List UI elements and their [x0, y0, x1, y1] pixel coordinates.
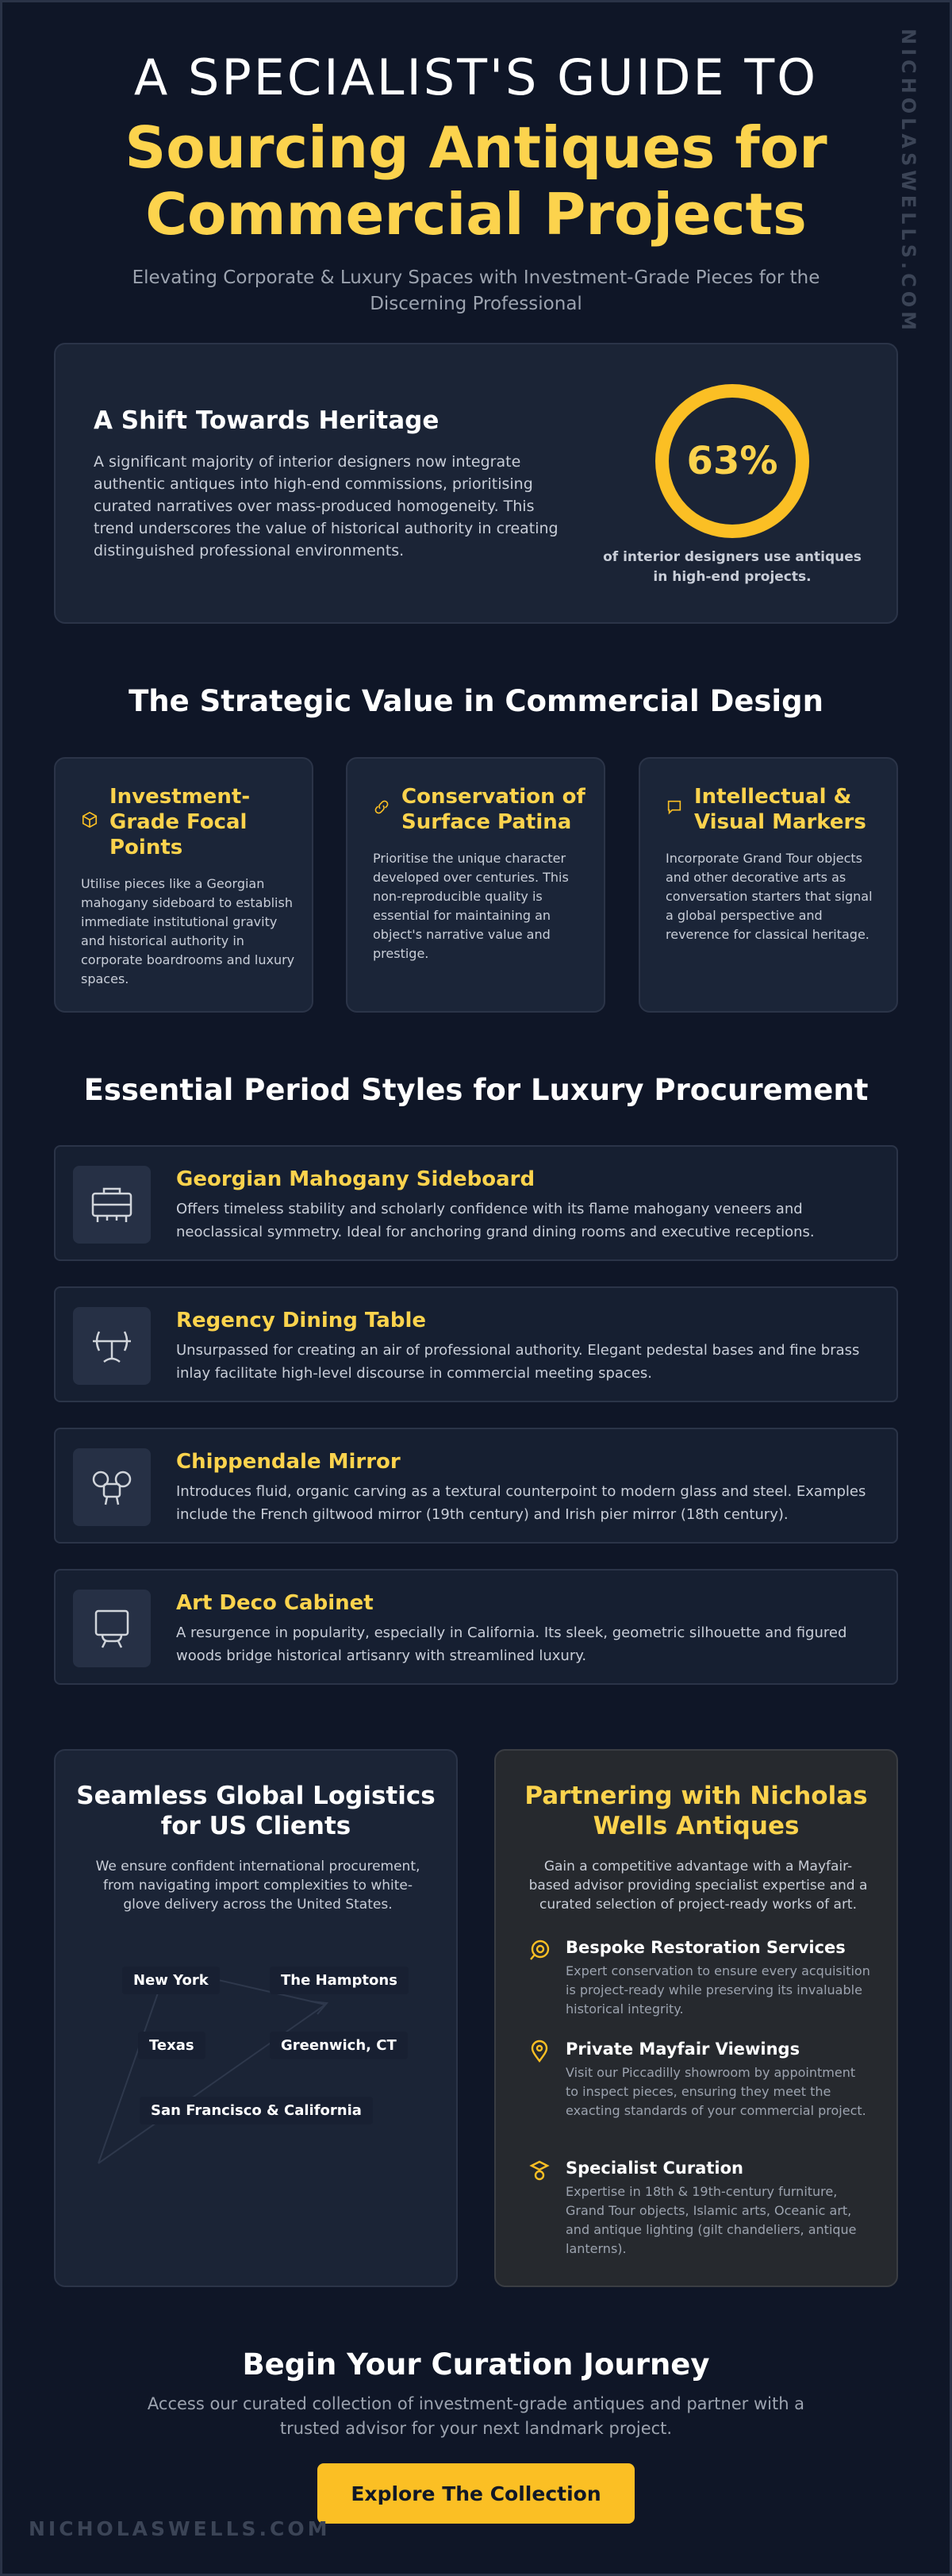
- hero-title-line-2: Commercial Projects: [145, 181, 807, 248]
- value-card-patina: [346, 757, 605, 1013]
- logistics-card: [54, 1749, 458, 2287]
- location-texas: Texas: [138, 2032, 205, 2059]
- cta-subtitle: Access our curated collection of investment-grade antiques and partner with a trusted advisor for your next landmark project.: [147, 2394, 805, 2438]
- dining-table-icon: [88, 1322, 136, 1370]
- value-card-focal-points: [54, 757, 313, 1013]
- logistics-title: Seamless Global Logistics for US Clients: [76, 1782, 436, 1840]
- period-icon-tile: [73, 1448, 151, 1526]
- feature-body: Expert conservation to ensure every acquisition is project-ready while preserving its invaluable historical integrity.: [566, 1963, 870, 2017]
- heritage-card: [54, 343, 898, 624]
- hero-subtitle: Elevating Corporate & Luxury Spaces with Investment-Grade Pieces for the Discerning Professional: [132, 267, 820, 314]
- feature-title: Private Mayfair Viewings: [566, 2040, 800, 2059]
- feature-body: Expertise in 18th & 19th-century furniture, Grand Tour objects, Islamic arts, Oceanic art, and antique lighting (gilt chandeliers, antique lanterns).: [566, 2184, 857, 2256]
- cta-title: Begin Your Curation Journey: [242, 2347, 710, 2382]
- hero: [0, 46, 952, 317]
- value-card-body: Incorporate Grand Tour objects and other decorative arts as conversation starters that signal a global perspective and reverence for classical heritage.: [666, 851, 873, 942]
- period-item-chippendale: [54, 1428, 898, 1544]
- sideboard-icon: [88, 1181, 136, 1228]
- feature-title: Specialist Curation: [566, 2159, 743, 2178]
- period-item-title: Regency Dining Table: [176, 1309, 426, 1332]
- period-item-georgian: [54, 1145, 898, 1261]
- feature-title: Bespoke Restoration Services: [566, 1938, 846, 1957]
- value-card-title: Intellectual & Visual Markers: [694, 785, 866, 834]
- feature-body: Visit our Piccadilly showroom by appointment to inspect pieces, ensuring they meet the exacting standards of your commercial project.: [566, 2065, 866, 2118]
- value-card-title: Conservation of Surface Patina: [401, 785, 585, 834]
- mirror-icon: [88, 1463, 136, 1511]
- partner-intro: Gain a competitive advantage with a Mayfair-based advisor providing specialist expertise and a curated selection of project-ready works of art.: [528, 1859, 868, 1913]
- comment-icon: [666, 798, 683, 816]
- location-greenwich: Greenwich, CT: [270, 2032, 408, 2059]
- partner-card: [494, 1749, 898, 2287]
- side-brand-text: NICHOLASWELLS.COM: [897, 29, 919, 335]
- hero-kicker: A SPECIALIST'S GUIDE TO: [133, 48, 819, 106]
- period-item-body: A resurgence in popularity, especially in California. Its sleek, geometric silhouette and figured woods bridge historical artisanry with streamlined luxury.: [176, 1624, 847, 1664]
- period-item-body: Introduces fluid, organic carving as a textural counterpoint to modern glass and steel. Examples include the French giltwood mirror (19th century) and Irish pier mirror (18th century).: [176, 1483, 866, 1523]
- heritage-title: A Shift Towards Heritage: [94, 406, 440, 435]
- period-item-regency: [54, 1286, 898, 1402]
- partner-title: Partnering with Nicholas Wells Antiques: [524, 1782, 868, 1840]
- cabinet-icon: [88, 1605, 136, 1652]
- stat-ring: [655, 384, 809, 538]
- periods-title: Essential Period Styles for Luxury Procurement: [83, 1073, 869, 1107]
- location-new-york: New York: [122, 1967, 220, 1994]
- value-card-title: Investment-Grade Focal Points: [109, 785, 251, 859]
- period-item-art-deco: [54, 1569, 898, 1685]
- stat-value: 63%: [686, 439, 778, 483]
- period-icon-tile: [73, 1307, 151, 1385]
- strategic-title: The Strategic Value in Commercial Design: [129, 684, 823, 718]
- restoration-icon: [528, 1938, 551, 1962]
- period-item-title: Chippendale Mirror: [176, 1450, 401, 1474]
- location-san-francisco: San Francisco & California: [140, 2097, 373, 2124]
- hero-title: [0, 114, 952, 248]
- logistics-body: We ensure confident international procurement, from navigating import complexities to white-glove delivery across the United States.: [95, 1859, 420, 1913]
- value-card-markers: [639, 757, 898, 1013]
- location-the-hamptons: The Hamptons: [270, 1967, 409, 1994]
- location-pin-icon: [528, 2040, 551, 2063]
- value-card-body: Utilise pieces like a Georgian mahogany sideboard to establish immediate institutional gravity and historical authority in corporate boardrooms and luxury spaces.: [81, 876, 295, 986]
- explore-collection-button[interactable]: Explore The Collection: [317, 2463, 635, 2524]
- period-icon-tile: [73, 1166, 151, 1244]
- period-item-body: Unsurpassed for creating an air of professional authority. Elegant pedestal bases and fine brass inlay facilitate high-level discourse in commercial meeting spaces.: [176, 1342, 860, 1382]
- award-icon: [528, 2159, 551, 2182]
- period-item-title: Art Deco Cabinet: [176, 1591, 374, 1615]
- period-item-title: Georgian Mahogany Sideboard: [176, 1167, 536, 1191]
- link-icon: [373, 798, 390, 816]
- cube-icon: [81, 811, 98, 829]
- heritage-body: A significant majority of interior designers now integrate authentic antiques into high-end commissions, prioritising curated narratives over mass-produced homogeneity. This trend underscores the value of historical authority in creating distinguished professional environments.: [94, 453, 559, 559]
- value-card-body: Prioritise the unique character developed over centuries. This non-reproducible quality is essential for maintaining an object's narrative value and prestige.: [373, 851, 569, 961]
- period-icon-tile: [73, 1590, 151, 1667]
- hero-title-line-1: Sourcing Antiques for: [125, 114, 827, 181]
- stat-caption: of interior designers use antiques in high-end projects.: [603, 549, 862, 585]
- footer-brand-text: NICHOLASWELLS.COM: [29, 2517, 331, 2540]
- period-item-body: Offers timeless stability and scholarly confidence with its flame mahogany veneers and neoclassical symmetry. Ideal for anchoring grand dining rooms and executive receptions.: [176, 1201, 815, 1240]
